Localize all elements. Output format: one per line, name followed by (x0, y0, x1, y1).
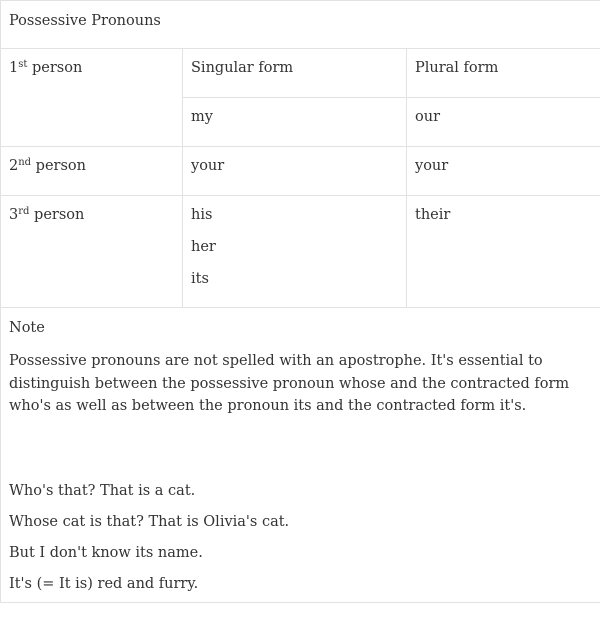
example-line: But I don't know its name. (9, 544, 203, 561)
singular-form-header: Singular form (183, 49, 407, 98)
example-line: Whose cat is that? That is Olivia's cat. (9, 513, 290, 530)
note-text: Possessive pronouns are not spelled with an apostrophe. It's essential to distinguish between the possessive pronoun whose and the contracted form who's as well as between the pronoun its and the contracted form it's. (9, 353, 570, 414)
note-section (1, 308, 600, 603)
pronoun-its: its (191, 271, 209, 287)
pronoun-her: her (191, 239, 216, 255)
first-person-label: 1st person (1, 49, 183, 147)
second-person-plural: your (407, 147, 600, 196)
second-person-label: 2nd person (1, 147, 183, 196)
example-line: It's (= It is) red and furry. (9, 575, 199, 592)
example-line: Who's that? That is a cat. (9, 482, 196, 499)
second-person-singular: your (183, 147, 407, 196)
first-person-singular: my (183, 98, 407, 147)
note-heading: Note (9, 320, 45, 336)
pronoun-his: his (191, 207, 213, 223)
table-title: Possessive Pronouns (1, 1, 600, 49)
third-person-label: 3rd person (1, 196, 183, 308)
plural-form-header: Plural form (407, 49, 600, 98)
third-person-singular (183, 196, 407, 308)
first-person-plural: our (407, 98, 600, 147)
third-person-plural: their (407, 196, 600, 308)
